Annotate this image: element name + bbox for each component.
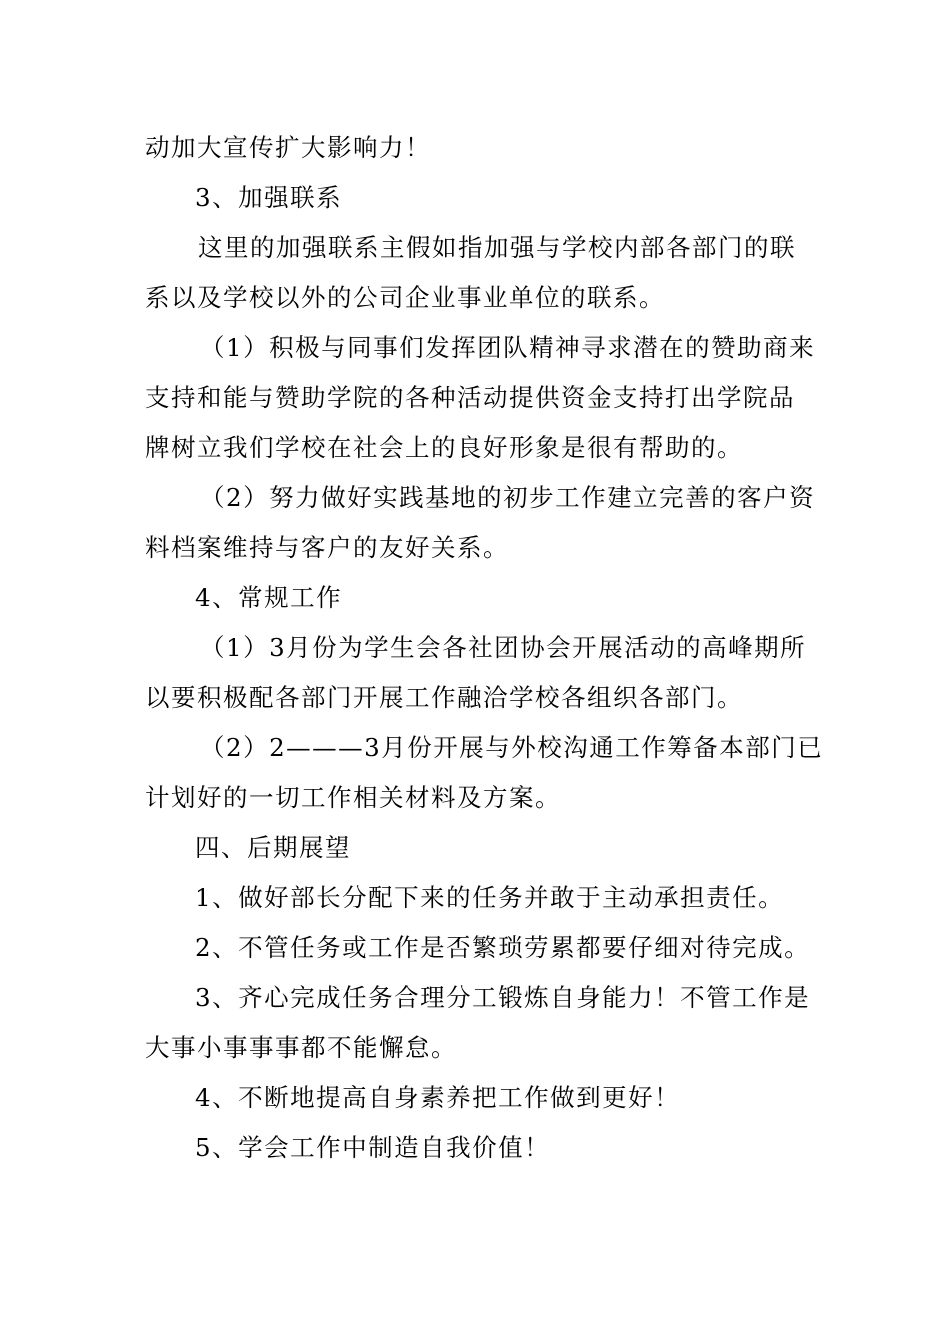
text-line: 大事小事事事都不能懈怠。 [145,1033,457,1062]
section-heading: 4、常规工作 [195,583,343,612]
text-line: 牌树立我们学校在社会上的良好形象是很有帮助的。 [145,433,743,462]
section-heading: 3、加强联系 [195,183,343,212]
list-item: 2、不管任务或工作是否繁琐劳累都要仔细对待完成。 [195,933,811,962]
text-line: 系以及学校以外的公司企业事业单位的联系。 [145,283,665,312]
text-line: 料档案维持与客户的友好关系。 [145,533,509,562]
text-line: 以要积极配各部门开展工作融洽学校各组织各部门。 [145,683,743,712]
list-item: 5、学会工作中制造自我价值！ [195,1133,551,1162]
text-line: （2）2———3月份开展与外校沟通工作筹备本部门已 [200,733,824,762]
list-item: 3、齐心完成任务合理分工锻炼自身能力！不管工作是 [195,983,811,1012]
list-item: 1、做好部长分配下来的任务并敢于主动承担责任。 [195,883,785,912]
text-line: 动加大宣传扩大影响力！ [145,133,431,162]
text-line: 计划好的一切工作相关材料及方案。 [145,783,561,812]
text-line: （1）积极与同事们发挥团队精神寻求潜在的赞助商来 [200,333,816,362]
text-line: （2）努力做好实践基地的初步工作建立完善的客户资 [200,483,816,512]
text-line: 这里的加强联系主假如指加强与学校内部各部门的联 [198,233,796,262]
text-line: （1）3月份为学生会各社团协会开展活动的高峰期所 [200,633,807,662]
text-line: 支持和能与赞助学院的各种活动提供资金支持打出学院品 [145,383,795,412]
section-heading: 四、后期展望 [195,833,351,862]
list-item: 4、不断地提高自身素养把工作做到更好！ [195,1083,681,1112]
